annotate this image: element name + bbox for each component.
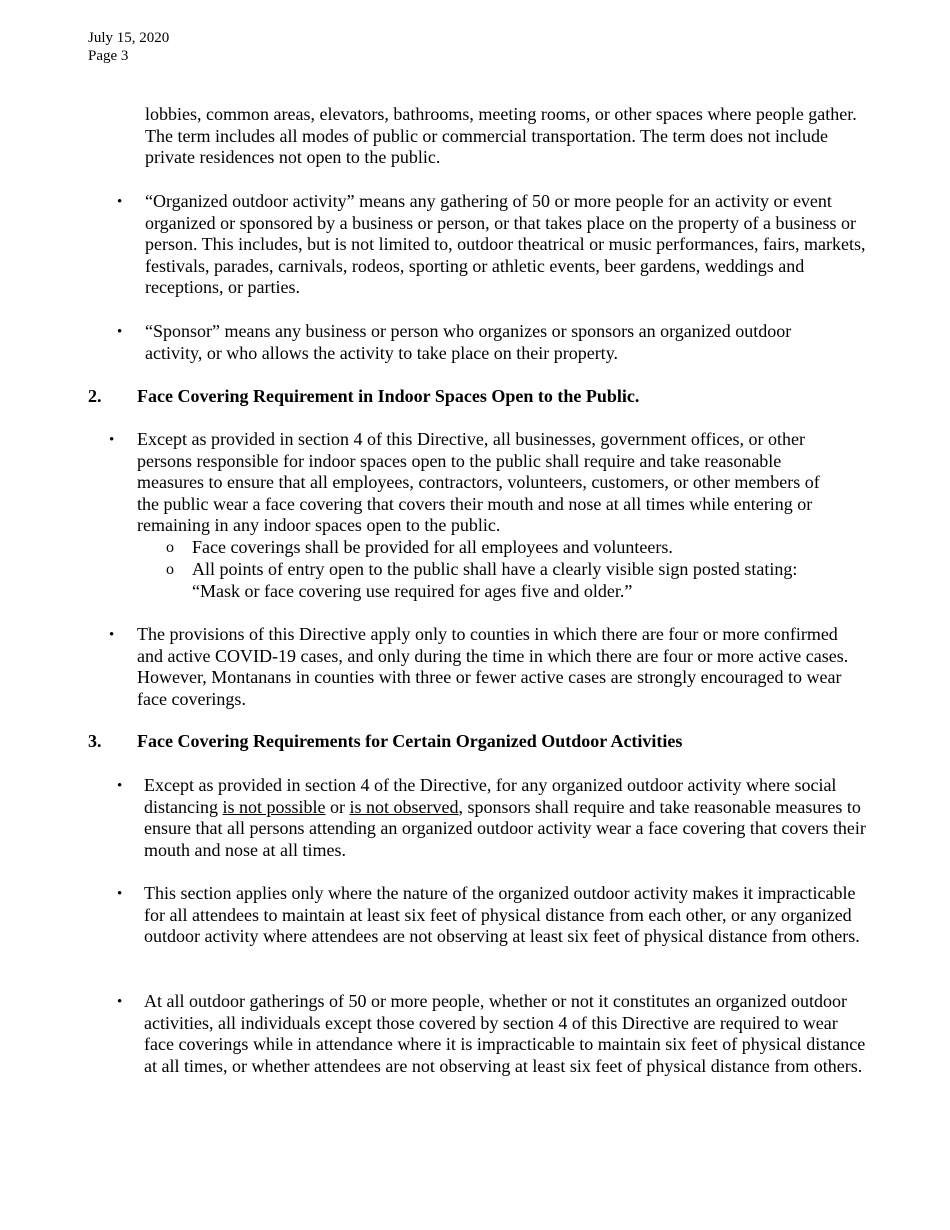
bullet-icon: •: [109, 627, 115, 643]
section-3-bullet-1-part-1: Except as provided in section 4 of the Directive, for any organized outdoor activity where social distancing: [144, 775, 837, 817]
bullet-icon: •: [117, 886, 123, 902]
definition-organized-outdoor-activity: “Organized outdoor activity” means any gathering of 50 or more people for an activity or event organized or sponsored by a business or person, or that takes place on the property of a business or person. This includes, but is not limited to, outdoor theatrical or music performances, fairs, markets, festivals, parades, carnivals, rodeos, sporting or athletic events, beer gardens, weddings and receptions, or parties.: [145, 191, 866, 297]
bullet-icon: •: [117, 994, 123, 1010]
sub-bullet-icon: o: [166, 539, 174, 556]
section-2-title: Face Covering Requirement in Indoor Spaces Open to the Public.: [137, 386, 640, 406]
intro-continuation: lobbies, common areas, elevators, bathrooms, meeting rooms, or other spaces where people gather. The term includes all modes of public or commercial transportation. The term does not include private residences not open to the public.: [145, 104, 857, 167]
section-2-bullet-1: Except as provided in section 4 of this Directive, all businesses, government offices, or other persons responsible for indoor spaces open to the public shall require and take reasonable measures to ensure that all employees, contractors, volunteers, customers, or other members of the public wear a face covering that covers their mouth and nose at all times while entering or remaining in any indoor spaces open to the public.: [137, 429, 820, 535]
bullet-icon: •: [117, 194, 123, 210]
header-page-number: Page 3: [88, 48, 129, 64]
section-3-bullet-1-part-3: , sponsors shall require and take reasonable measures to ensure that all persons attending an organized outdoor activity wear a face covering that covers their mouth and nose at all times.: [144, 796, 866, 860]
bullet-icon: •: [117, 324, 123, 340]
sub-bullet-icon: o: [166, 561, 174, 578]
underlined-not-observed: is not observed: [349, 796, 459, 817]
section-2-sub-bullet-2: All points of entry open to the public shall have a clearly visible sign posted stating: “Mask or face covering use required for ages five and older.”: [192, 559, 798, 601]
section-3-title: Face Covering Requirements for Certain Organized Outdoor Activities: [137, 731, 683, 751]
section-2-number: 2.: [88, 386, 102, 406]
definition-sponsor: “Sponsor” means any business or person who organizes or sponsors an organized outdoor activity, or who allows the activity to take place on their property.: [145, 321, 792, 363]
underlined-not-possible: is not possible: [222, 796, 326, 817]
section-3-number: 3.: [88, 731, 102, 751]
header-date: July 15, 2020: [88, 30, 170, 46]
bullet-icon: •: [117, 778, 123, 794]
section-2-bullet-2: The provisions of this Directive apply only to counties in which there are four or more confirmed and active COVID-19 cases, and only during the time in which there are four or more active cases. However, Montanans in counties with three or fewer active cases are strongly encouraged to wear face coverings.: [137, 624, 849, 709]
bullet-icon: •: [109, 432, 115, 448]
section-3-bullet-1: [144, 775, 872, 861]
section-2-sub-bullet-1: Face coverings shall be provided for all employees and volunteers.: [192, 537, 673, 557]
section-3-bullet-1-part-2: or: [325, 796, 350, 817]
page-header: [88, 29, 169, 65]
section-3-bullet-3: At all outdoor gatherings of 50 or more people, whether or not it constitutes an organized outdoor activities, all individuals except those covered by section 4 of this Directive are required to wear face coverings while in attendance where it is impracticable to maintain six feet of physical distance at all times, or whether attendees are not observing at least six feet of physical distance from others.: [144, 991, 866, 1076]
section-3-bullet-2: This section applies only where the nature of the organized outdoor activity makes it impracticable for all attendees to maintain at least six feet of physical distance from each other, or any organized outdoor activity where attendees are not observing at least six feet of physical distance from others.: [144, 883, 860, 946]
